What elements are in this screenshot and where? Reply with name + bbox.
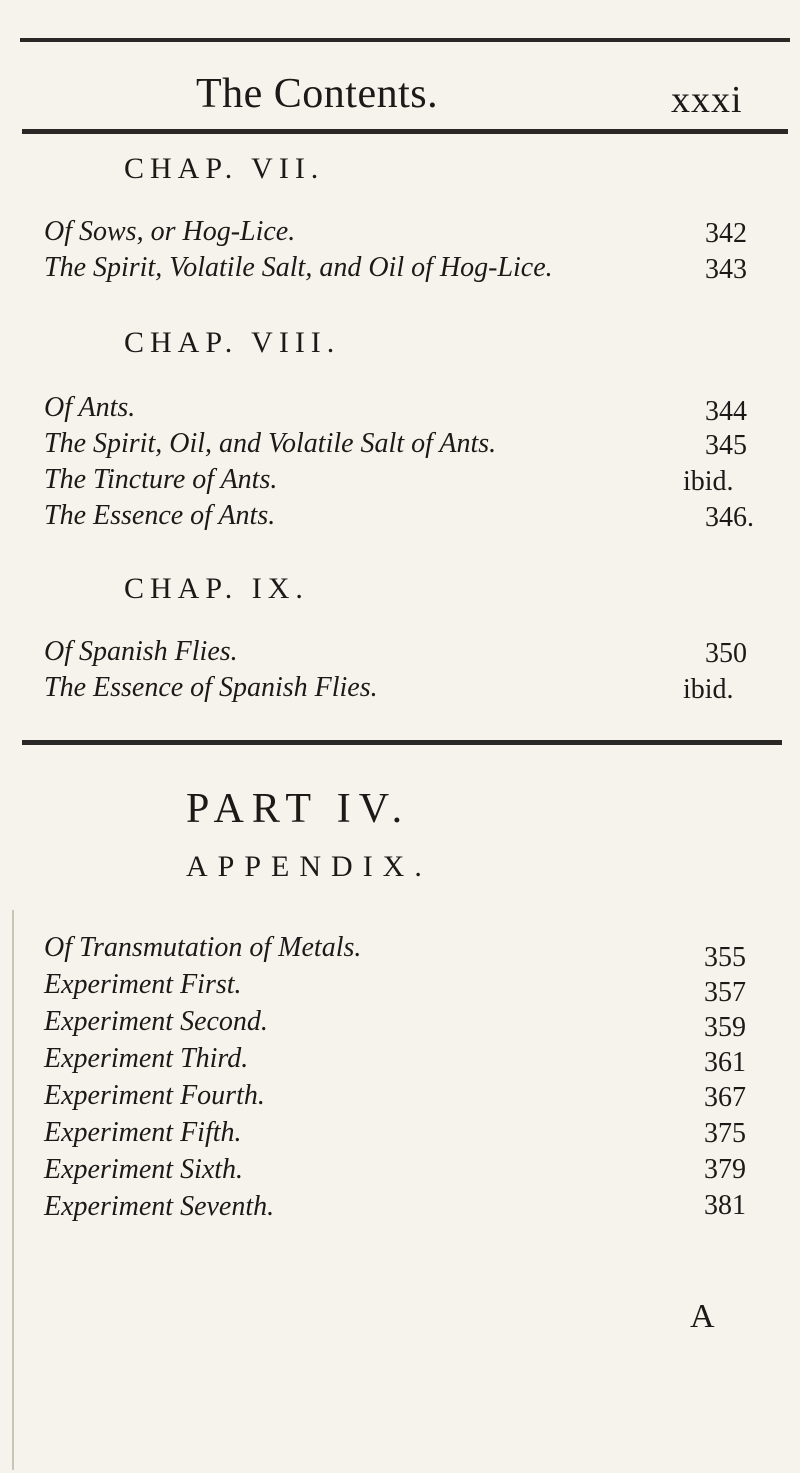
toc-page: 379 [704,1154,746,1185]
toc-page: 359 [704,1012,746,1043]
toc-page: 357 [704,977,746,1008]
toc-entry: Experiment Sixth. [44,1154,244,1185]
toc-page: 350 [705,638,747,669]
section-rule [22,740,782,745]
toc-page: ibid. [683,466,734,497]
toc-entry: Experiment Second. [44,1006,268,1037]
appendix-heading: APPENDIX. [186,850,432,883]
page-number: xxxi [671,79,743,121]
chapter-heading: CHAP. VII. [124,152,325,185]
toc-page: 345 [705,430,747,461]
header-rule [22,129,788,134]
toc-page: ibid. [683,674,734,705]
toc-page: 343 [705,254,747,285]
toc-entry: Of Spanish Flies. [44,636,238,667]
toc-page: 375 [704,1118,746,1149]
toc-entry: The Spirit, Oil, and Volatile Salt of Ants. [44,428,497,459]
page-gutter-edge [12,910,14,1470]
toc-page: 355 [704,942,746,973]
toc-page: 381 [704,1190,746,1221]
catchword: A [690,1298,715,1335]
toc-entry: Experiment Fourth. [44,1080,265,1111]
chapter-heading: CHAP. IX. [124,572,309,605]
toc-page: 342 [705,218,747,249]
running-header-title: The Contents. [196,71,439,117]
toc-entry: The Tincture of Ants. [44,464,278,495]
top-rule [20,38,790,42]
toc-entry: Of Ants. [44,392,136,423]
toc-page: 344 [705,396,747,427]
toc-page: 367 [704,1082,746,1113]
toc-entry: Experiment Third. [44,1043,249,1074]
toc-page: 346. [705,502,754,533]
toc-entry: Experiment Seventh. [44,1191,275,1222]
toc-entry: The Essence of Spanish Flies. [44,672,378,703]
chapter-heading: CHAP. VIII. [124,326,341,359]
toc-entry: The Spirit, Volatile Salt, and Oil of Hog-Lice. [44,252,553,283]
toc-entry: Of Transmutation of Metals. [44,932,362,963]
toc-page: 361 [704,1047,746,1078]
toc-entry: Experiment Fifth. [44,1117,242,1148]
part-title: PART IV. [186,786,411,832]
toc-entry: Experiment First. [44,969,242,1000]
toc-entry: The Essence of Ants. [44,500,276,531]
toc-entry: Of Sows, or Hog-Lice. [44,216,296,247]
